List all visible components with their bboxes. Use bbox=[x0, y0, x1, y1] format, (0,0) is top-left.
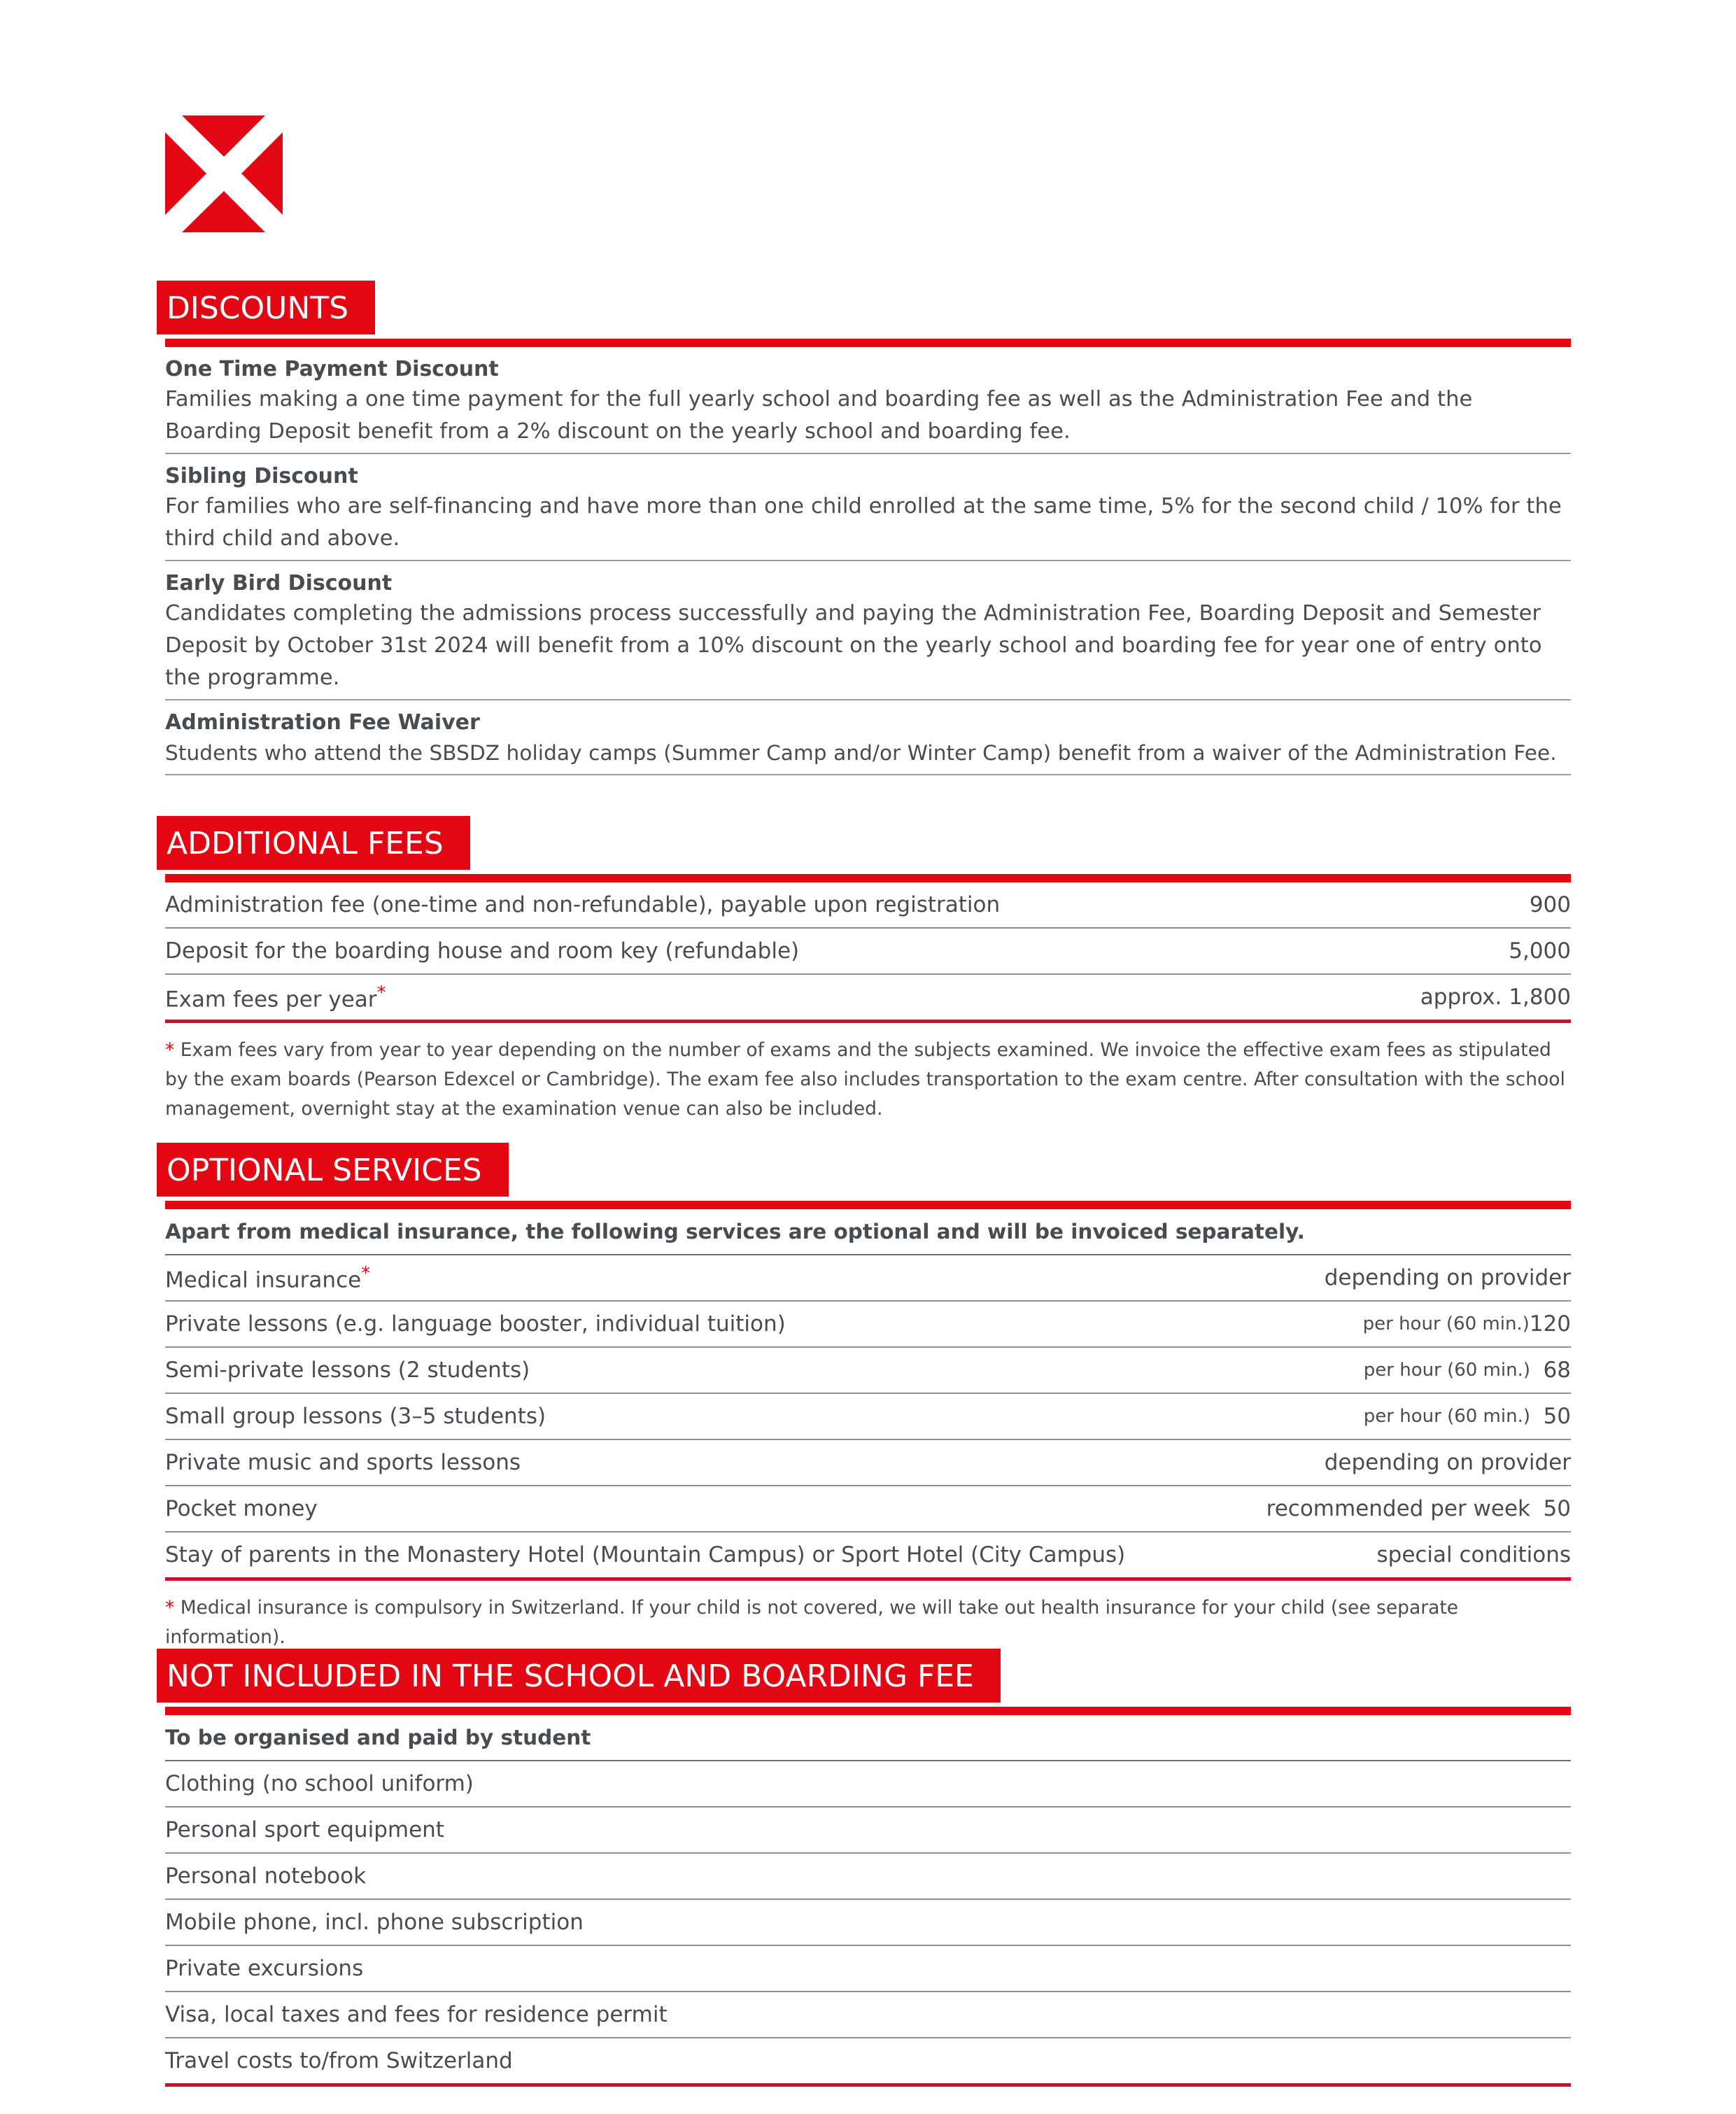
service-row bbox=[165, 1532, 1571, 1581]
fee-label: Exam fees per year bbox=[165, 987, 377, 1013]
discount-body: Candidates completing the admissions process successfully and paying the Administration Fee, Boarding Deposit and Semester Deposit by October 31st 2024 will benefit from a 10% discount on the yearly school and boarding fee for year one of entry onto the programme. bbox=[165, 601, 1542, 690]
not-included-section bbox=[157, 1649, 1571, 2087]
fee-label: Deposit for the boarding house and room key (refundable) bbox=[165, 938, 800, 964]
service-amount: 120 bbox=[1529, 1311, 1571, 1337]
not-included-label: Mobile phone, incl. phone subscription bbox=[165, 1910, 584, 1935]
section-title: OPTIONAL SERVICES bbox=[157, 1143, 509, 1197]
additional-fees-section bbox=[157, 816, 1571, 1124]
fee-row bbox=[165, 929, 1571, 975]
discount-item bbox=[165, 561, 1571, 700]
service-value bbox=[1364, 1404, 1571, 1429]
fee-value: 900 bbox=[1529, 892, 1571, 917]
not-included-row bbox=[165, 1946, 1571, 1992]
section-rule bbox=[165, 1201, 1571, 1209]
not-included-label: Travel costs to/from Switzerland bbox=[165, 2048, 513, 2073]
discount-body: Students who attend the SBSDZ holiday camps (Summer Camp and/or Winter Camp) benefit from a waiver of the Administration Fee. bbox=[165, 741, 1557, 765]
logo-top-triangle bbox=[182, 115, 265, 157]
discount-item bbox=[165, 700, 1571, 775]
optional-services-table bbox=[165, 1209, 1571, 1652]
asterisk-marker: * bbox=[376, 982, 386, 1003]
cross-logo-icon bbox=[165, 115, 283, 232]
section-rule bbox=[165, 874, 1571, 882]
service-value bbox=[1363, 1311, 1571, 1337]
discount-heading: Early Bird Discount bbox=[165, 571, 393, 596]
discount-item bbox=[165, 454, 1571, 561]
not-included-row bbox=[165, 1808, 1571, 1854]
service-value: depending on provider bbox=[1324, 1265, 1571, 1290]
fee-value: approx. 1,800 bbox=[1420, 985, 1571, 1010]
service-value: depending on provider bbox=[1324, 1450, 1571, 1475]
service-amount: 68 bbox=[1543, 1358, 1571, 1383]
discounts-section bbox=[157, 281, 1571, 775]
section-rule bbox=[165, 1707, 1571, 1715]
discount-body: Families making a one time payment for the full yearly school and boarding fee as well as the Administration Fee and the Boarding Deposit benefit from a 2% discount on the yearly school and boarding fee. bbox=[165, 387, 1473, 444]
not-included-row bbox=[165, 1900, 1571, 1946]
discount-heading: One Time Payment Discount bbox=[165, 357, 499, 381]
fee-label-wrap bbox=[165, 982, 386, 1012]
service-unit: recommended per week bbox=[1266, 1496, 1530, 1521]
discount-item bbox=[165, 347, 1571, 454]
fee-label: Administration fee (one-time and non-refundable), payable upon registration bbox=[165, 892, 1001, 917]
section-title: DISCOUNTS bbox=[157, 281, 375, 334]
footnote-text: Medical insurance is compulsory in Switzerland. If your child is not covered, we will take out health insurance for your child (see separate information). bbox=[165, 1597, 1459, 1648]
footnote-asterisk: * bbox=[165, 1597, 175, 1619]
service-row bbox=[165, 1440, 1571, 1486]
discount-body: For families who are self-financing and have more than one child enrolled at the same time, 5% for the second child / 10% for the third child and above. bbox=[165, 494, 1562, 551]
table-intro: To be organised and paid by student bbox=[165, 1715, 1571, 1761]
not-included-label: Personal sport equipment bbox=[165, 1817, 444, 1842]
service-label: Small group lessons (3–5 students) bbox=[165, 1404, 546, 1429]
logo-bottom-triangle bbox=[182, 191, 265, 232]
service-label: Pocket money bbox=[165, 1496, 318, 1521]
fee-value: 5,000 bbox=[1509, 938, 1571, 964]
section-rule bbox=[165, 339, 1571, 347]
not-included-label: Private excursions bbox=[165, 1956, 364, 1981]
service-row bbox=[165, 1302, 1571, 1348]
section-title: ADDITIONAL FEES bbox=[157, 816, 470, 870]
service-value bbox=[1266, 1496, 1571, 1521]
optional-services-section bbox=[157, 1143, 1571, 1652]
not-included-row bbox=[165, 1854, 1571, 1900]
fee-row bbox=[165, 975, 1571, 1023]
service-unit: per hour (60 min.) bbox=[1362, 1313, 1530, 1334]
section-title: NOT INCLUDED IN THE SCHOOL AND BOARDING FEE bbox=[157, 1649, 1001, 1703]
service-label: Private lessons (e.g. language booster, individual tuition) bbox=[165, 1311, 786, 1337]
service-amount: 50 bbox=[1543, 1404, 1571, 1429]
footnote bbox=[165, 1581, 1571, 1652]
table-intro: Apart from medical insurance, the following services are optional and will be invoiced separately. bbox=[165, 1209, 1571, 1255]
not-included-row bbox=[165, 1992, 1571, 2038]
service-amount: 50 bbox=[1543, 1496, 1571, 1521]
discount-heading: Sibling Discount bbox=[165, 464, 358, 488]
footnote-text: Exam fees vary from year to year depending on the number of exams and the subjects examined. We invoice the effective exam fees as stipulated by the exam boards (Pearson Edexcel or Cambridge). The exam fee also includes transportation to the exam centre. After consultation with the school management, overnight stay at the examination venue can also be included. bbox=[165, 1039, 1565, 1120]
discount-heading: Administration Fee Waiver bbox=[165, 710, 480, 735]
service-value bbox=[1364, 1358, 1571, 1383]
asterisk-marker: * bbox=[361, 1262, 371, 1284]
service-label: Medical insurance bbox=[165, 1267, 362, 1293]
service-unit: per hour (60 min.) bbox=[1363, 1360, 1530, 1381]
logo-left-triangle bbox=[165, 132, 206, 215]
service-row bbox=[165, 1486, 1571, 1532]
service-unit: per hour (60 min.) bbox=[1363, 1406, 1530, 1427]
discount-list bbox=[165, 347, 1571, 775]
service-row bbox=[165, 1348, 1571, 1394]
service-value: special conditions bbox=[1376, 1542, 1571, 1567]
additional-fees-table bbox=[165, 882, 1571, 1124]
service-row bbox=[165, 1255, 1571, 1302]
not-included-label: Personal notebook bbox=[165, 1863, 367, 1889]
footnote bbox=[165, 1023, 1571, 1124]
service-row bbox=[165, 1394, 1571, 1440]
fee-row bbox=[165, 882, 1571, 929]
service-label-wrap bbox=[165, 1263, 370, 1292]
not-included-label: Clothing (no school uniform) bbox=[165, 1771, 474, 1796]
not-included-label: Visa, local taxes and fees for residence permit bbox=[165, 2002, 668, 2027]
service-label: Semi-private lessons (2 students) bbox=[165, 1358, 530, 1383]
not-included-table bbox=[165, 1715, 1571, 2087]
service-label: Stay of parents in the Monastery Hotel (Mountain Campus) or Sport Hotel (City Campus) bbox=[165, 1542, 1126, 1567]
not-included-row bbox=[165, 1761, 1571, 1808]
service-label: Private music and sports lessons bbox=[165, 1450, 521, 1475]
footnote-asterisk: * bbox=[165, 1039, 175, 1061]
not-included-row bbox=[165, 2038, 1571, 2087]
logo-right-triangle bbox=[241, 132, 283, 215]
